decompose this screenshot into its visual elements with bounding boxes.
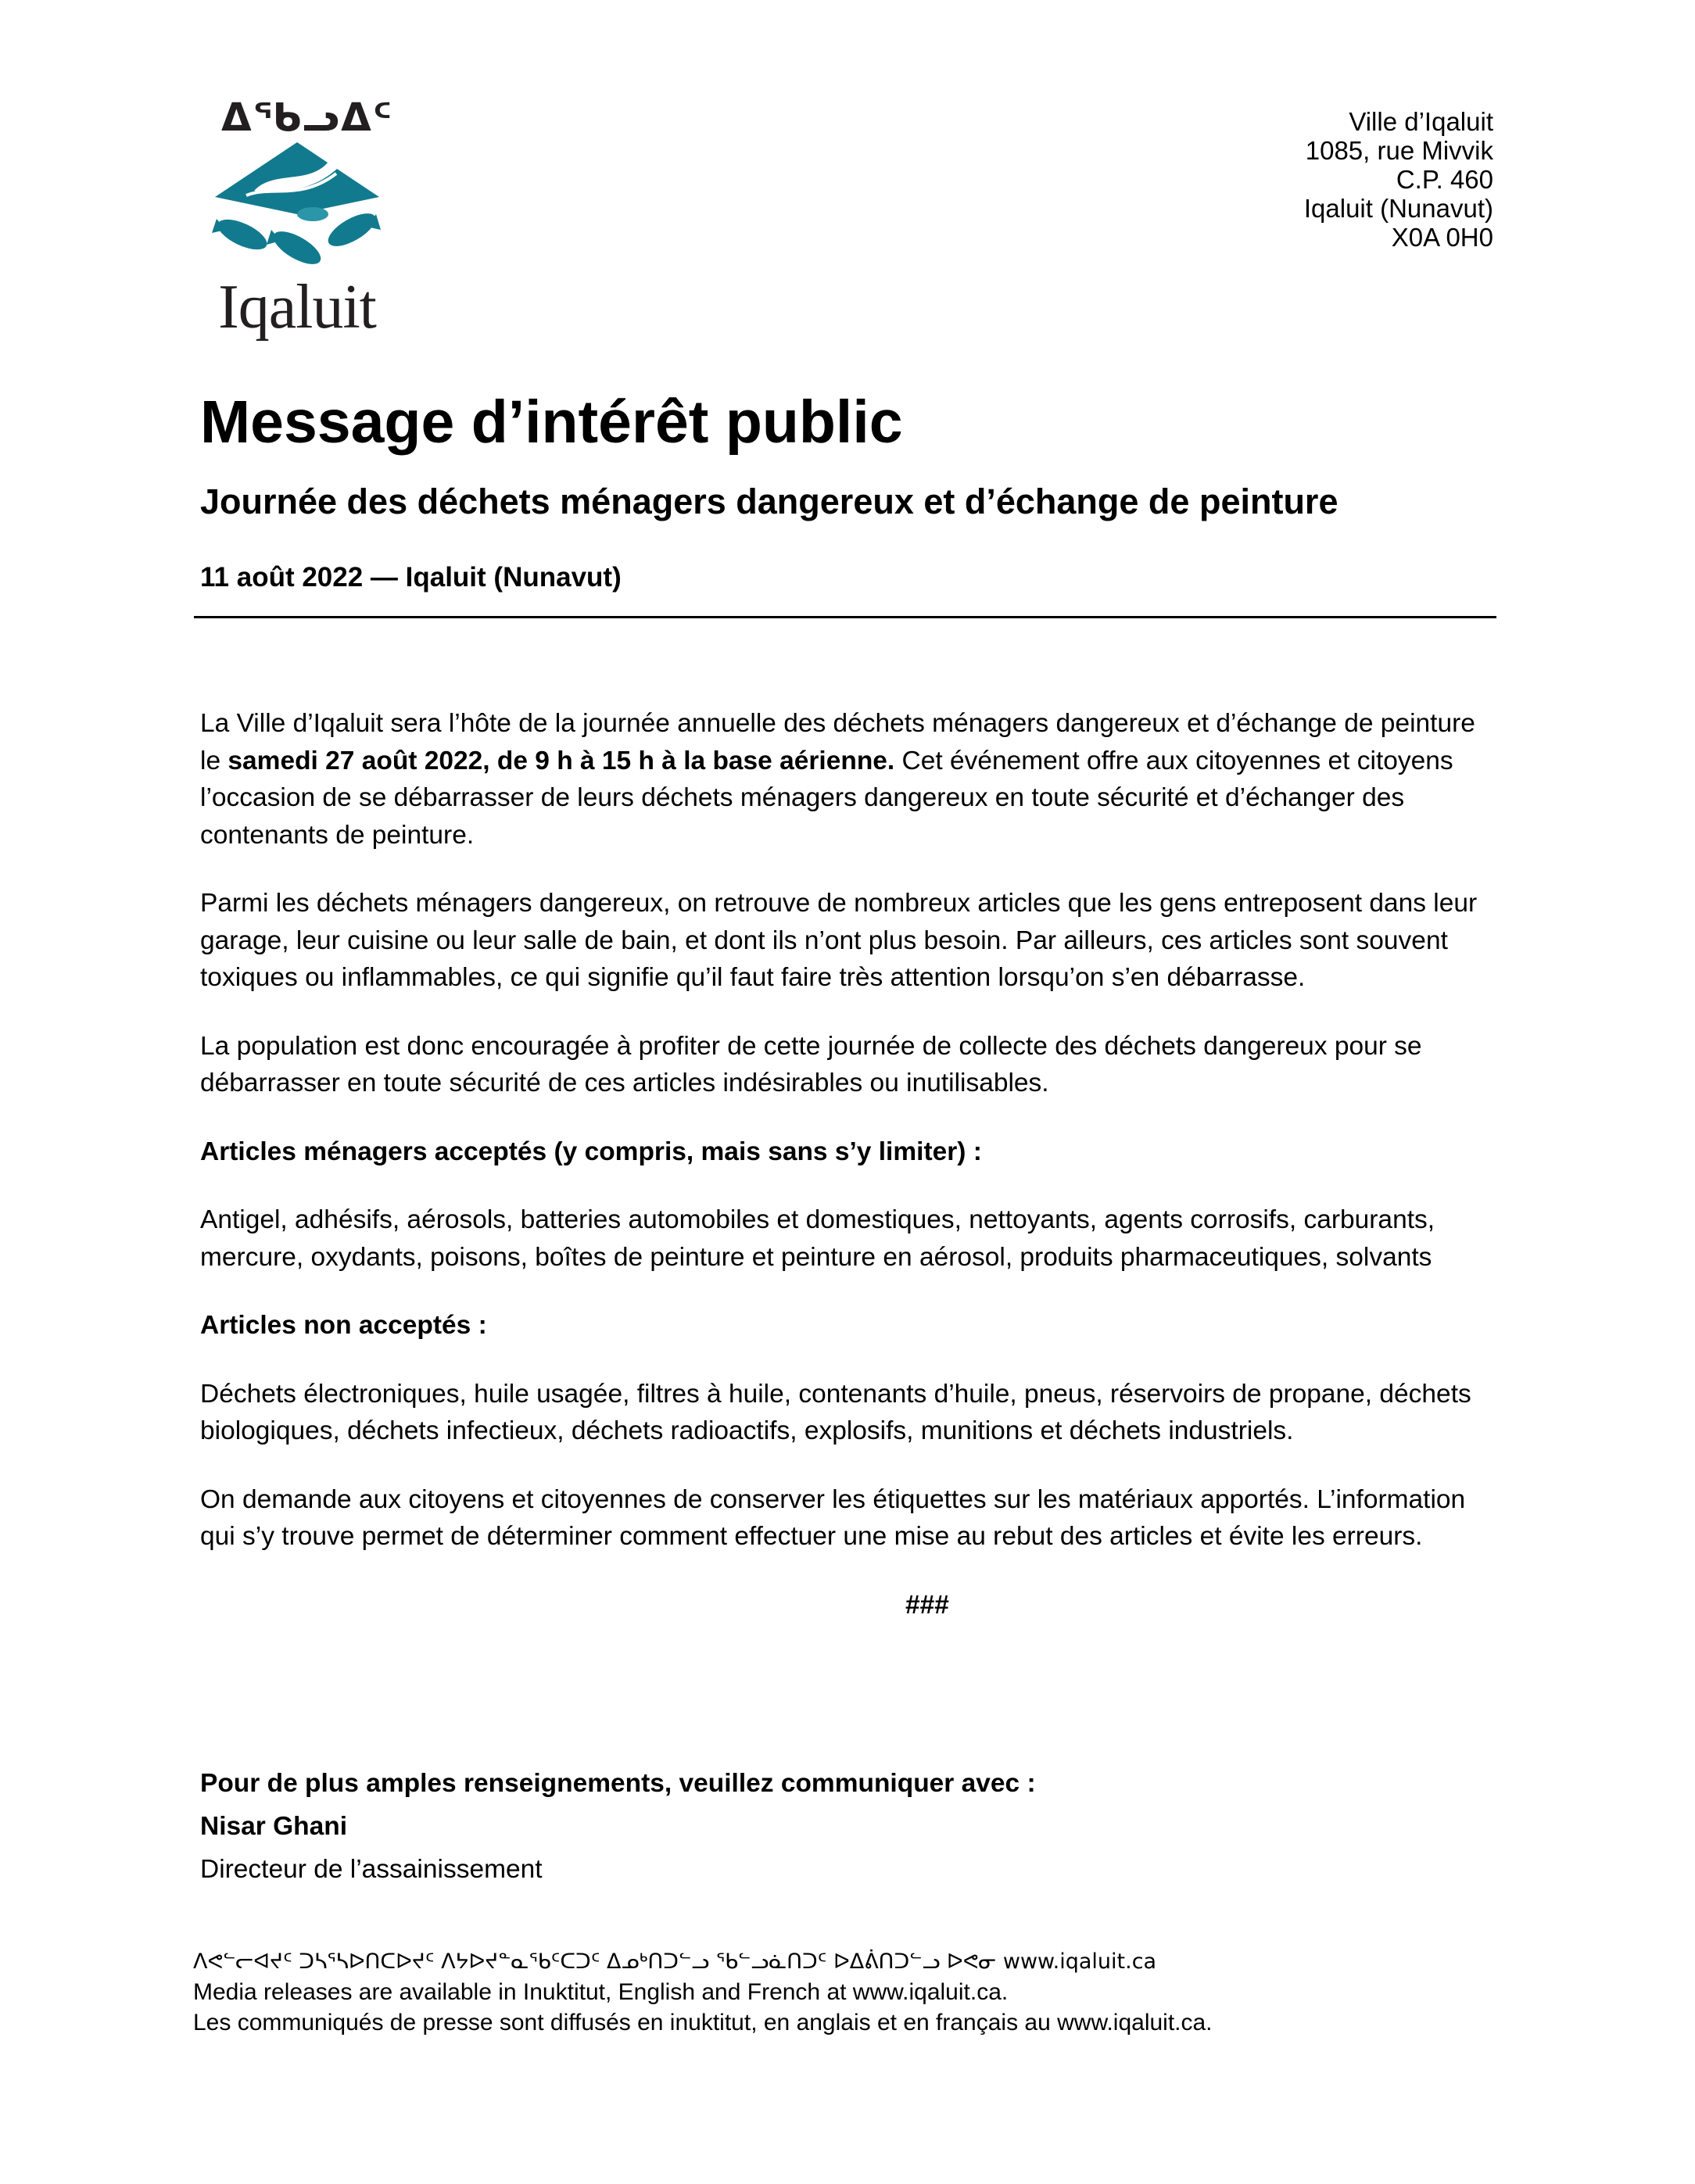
release-body xyxy=(200,705,1498,1655)
fish-3-shape xyxy=(324,207,381,252)
footer xyxy=(193,1946,1213,2038)
iqaluit-logo xyxy=(199,94,395,344)
intro-text-end: Cet événement offre aux citoyennes et citoyens l’occasion de se débarrasser de leurs déchets ménagers dangereux en toute sécurité et d’échanger des contenants de peinture. xyxy=(200,746,1453,850)
page-title: Message d’intérêt public xyxy=(200,388,903,456)
not-accepted-items-heading: Articles non acceptés : xyxy=(200,1311,487,1340)
address-line: 1085, rue Mivvik xyxy=(1305,136,1493,165)
paragraph-hazards: Parmi les déchets ménagers dangereux, on retrouve de nombreux articles que les gens entreposent dans leur garage, leur cuisine ou leur salle de bain, et dont ils n’ont plus besoin. Par ailleurs, ces articles sont souvent toxiques ou inflammables, ce qui signifie qu’il faut faire très attention lorsqu’on s’en débarrasse. xyxy=(200,889,1478,992)
sender-address xyxy=(1304,107,1493,252)
paragraph-encouragement: La population est donc encouragée à profiter de cette journée de collecte des déchets dangereux pour se débarrasser en toute sécurité de ces articles indésirables ou inutilisables. xyxy=(200,1031,1422,1097)
logo-syllabics: ᐃᖃᓗᐃᑦ xyxy=(221,95,393,140)
not-accepted-items-list: Déchets électroniques, huile usagée, filtres à huile, contenants d’huile, pneus, réservoirs de propane, déchets biologiques, déchets infectieux, déchets radioactifs, explosifs, munitions et déchets industriels. xyxy=(200,1379,1471,1445)
contact-name: Nisar Ghani xyxy=(200,1812,348,1841)
contact-block xyxy=(200,1762,1036,1891)
title-divider xyxy=(194,616,1496,618)
dateline: 11 août 2022 — Iqaluit (Nunavut) xyxy=(200,562,622,593)
logo-wordmark: Iqaluit xyxy=(218,273,376,342)
contact-role: Directeur de l’assainissement xyxy=(200,1855,543,1884)
fish-2-shape xyxy=(269,225,326,270)
paragraph-labels: On demande aux citoyens et citoyennes de conserver les étiquettes sur les matériaux apportés. L’information qui s’y trouve permet de déterminer comment effectuer une mise au rebut des articles et évite les erreurs. xyxy=(200,1484,1466,1551)
address-line: X0A 0H0 xyxy=(1391,223,1493,252)
page-subtitle: Journée des déchets ménagers dangereux et d’échange de peinture xyxy=(200,482,1338,521)
fish-4-shape xyxy=(297,207,328,221)
footer-french: Les communiqués de presse sont diffusés en inuktitut, en anglais et en français au www.iqaluit.ca. xyxy=(193,2010,1213,2035)
logo-emblem-icon xyxy=(199,142,395,275)
end-mark: ### xyxy=(905,1590,949,1620)
address-line: Ville d’Iqaluit xyxy=(1349,107,1493,136)
footer-inuktitut: ᐱᕙᓪᓕᐊᔪᑦ ᑐᓴᕐᓴᐅᑎᑕᐅᔪᑦ ᐱᔭᐅᔪᓐᓇᖃᑦᑕᑐᑦ ᐃᓄᒃᑎᑐᓪᓗ ᖃᓪᓗᓈᑎᑐᑦ ᐅᐃᕖᑎᑐᓪᓗ ᐅᕙᓂ www.iqaluit.ca xyxy=(193,1949,1157,1974)
contact-intro: Pour de plus amples renseignements, veuillez communiquer avec : xyxy=(200,1769,1036,1798)
address-line: C.P. 460 xyxy=(1396,165,1493,194)
event-details: samedi 27 août 2022, de 9 h à 15 h à la base aérienne. xyxy=(228,746,895,775)
paragraph-intro xyxy=(200,705,1498,854)
fish-1-shape xyxy=(213,213,271,256)
accepted-items-list: Antigel, adhésifs, aérosols, batteries automobiles et domestiques, nettoyants, agents corrosifs, carburants, mercure, oxydants, poisons, boîtes de peinture et peinture en aérosol, produits pharmaceutiques, solvants xyxy=(200,1205,1435,1272)
logo-fish-group xyxy=(212,207,381,270)
accepted-items-heading: Articles ménagers acceptés (y compris, mais sans s’y limiter) : xyxy=(200,1137,982,1166)
footer-english: Media releases are available in Inuktitut, English and French at www.iqaluit.ca. xyxy=(193,1979,1009,2005)
address-line: Iqaluit (Nunavut) xyxy=(1303,194,1493,223)
intro-text-start: La Ville d’Iqaluit sera l’hôte de la journée annuelle des déchets ménagers dangereux et d’échange de peinture le xyxy=(200,709,1475,775)
